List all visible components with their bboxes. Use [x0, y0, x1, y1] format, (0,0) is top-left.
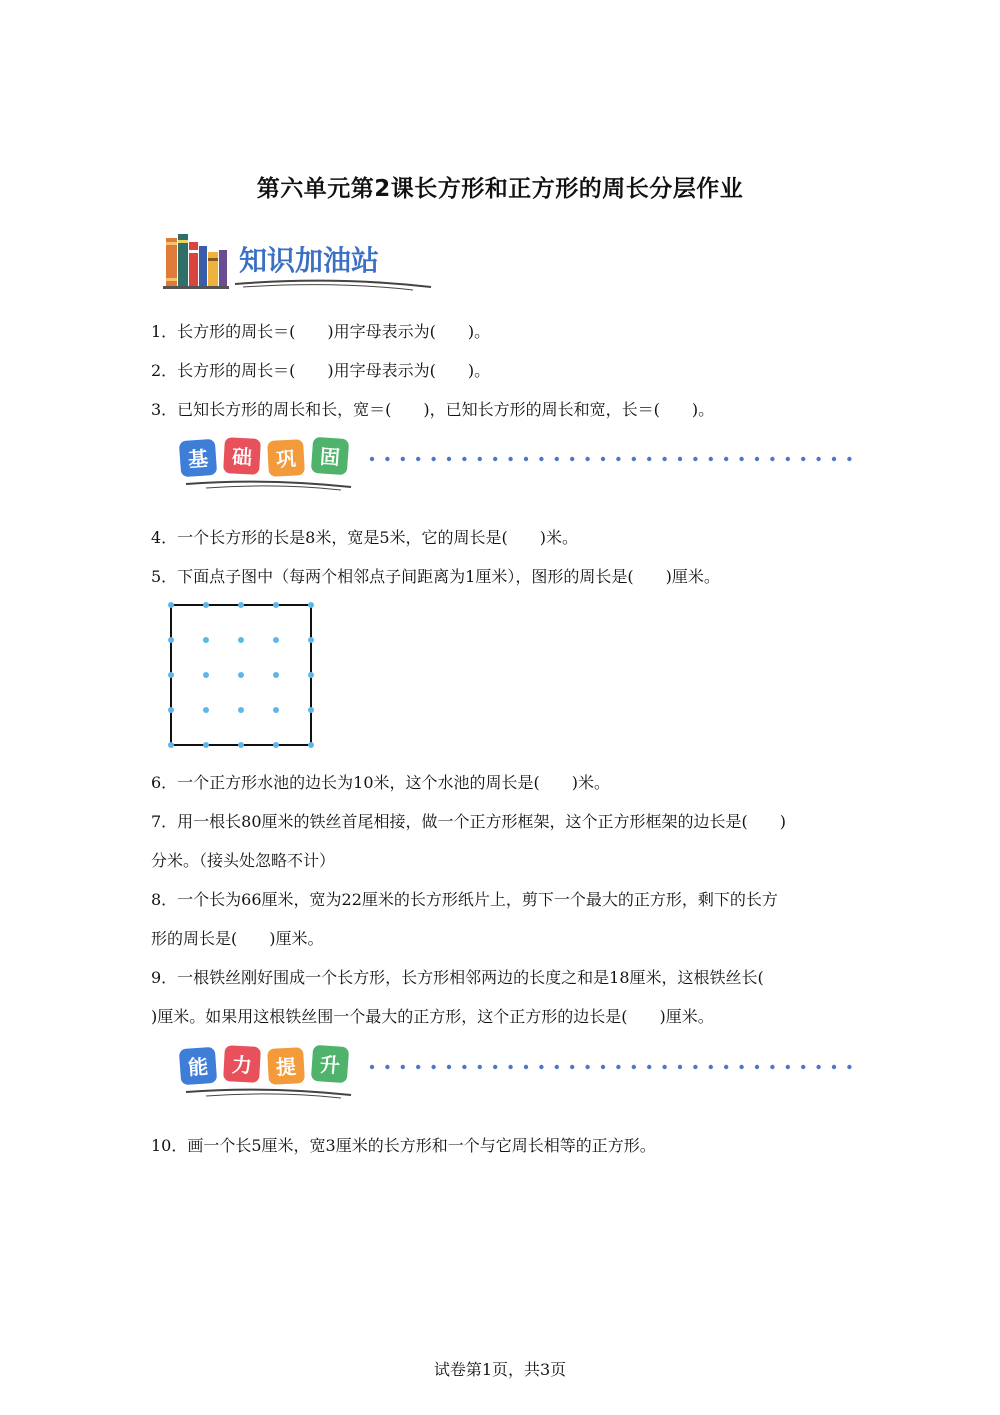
grid-dot: [203, 672, 209, 678]
question-9-line-2: )厘米。如果用这根铁丝围一个最大的正方形，这个正方形的边长是( )厘米。: [151, 1007, 714, 1026]
question-1: 1．长方形的周长＝( )用字母表示为( )。: [151, 322, 491, 341]
question-3: 3．已知长方形的周长和长，宽＝( )，已知长方形的周长和宽，长＝( )。: [151, 400, 715, 419]
grid-dot: [238, 602, 244, 608]
dot-grid-figure: [160, 596, 330, 756]
grid-dot: [238, 742, 244, 748]
grid-dot: [238, 637, 244, 643]
question-8-line-2: 形的周长是( )厘米。: [151, 929, 324, 948]
grid-dot: [273, 742, 279, 748]
svg-text:基: 基: [187, 446, 209, 472]
basic-dotted-line: [370, 457, 852, 461]
grid-dot: [308, 637, 314, 643]
grid-dot: [308, 602, 314, 608]
question-5: 5．下面点子图中（每两个相邻点子间距离为1厘米），图形的周长是( )厘米。: [151, 567, 720, 586]
advanced-dotted-line: [370, 1065, 852, 1069]
svg-text:提: 提: [275, 1054, 297, 1080]
question-6: 6．一个正方形水池的边长为10米，这个水池的周长是( )米。: [151, 773, 611, 792]
grid-dot: [273, 637, 279, 643]
svg-text:础: 础: [231, 444, 253, 470]
grid-dot: [168, 602, 174, 608]
grid-dot: [273, 672, 279, 678]
knowledge-station-label: 知识加油站: [239, 244, 380, 277]
grid-dot: [203, 707, 209, 713]
books-icon: [163, 234, 229, 289]
question-8-line-1: 8．一个长为66厘米，宽为22厘米的长方形纸片上，剪下一个最大的正方形，剩下的长方: [151, 890, 778, 909]
svg-text:固: 固: [319, 444, 341, 470]
question-9-line-1: 9．一根铁丝刚好围成一个长方形，长方形相邻两边的长度之和是18厘米，这根铁丝长(: [151, 968, 764, 987]
basic-consolidation-banner: [176, 432, 876, 492]
grid-dot: [308, 672, 314, 678]
grid-dot: [203, 637, 209, 643]
grid-dot: [168, 672, 174, 678]
grid-dot: [273, 602, 279, 608]
grid-dot: [238, 707, 244, 713]
grid-dot: [308, 742, 314, 748]
question-7-line-2: 分米。（接头处忽略不计）: [151, 851, 336, 870]
grid-dot: [168, 742, 174, 748]
question-7-line-1: 7．用一根长80厘米的铁丝首尾相接，做一个正方形框架，这个正方形框架的边长是( ): [151, 812, 787, 831]
svg-text:巩: 巩: [275, 446, 297, 472]
svg-text:升: 升: [319, 1052, 341, 1078]
grid-dot: [203, 742, 209, 748]
ability-improvement-banner: [176, 1040, 876, 1100]
question-10: 10．画一个长5厘米，宽3厘米的长方形和一个与它周长相等的正方形。: [151, 1136, 656, 1155]
page-title: 第六单元第2课长方形和正方形的周长分层作业: [256, 176, 744, 202]
question-4: 4．一个长方形的长是8米，宽是5米，它的周长是( )米。: [151, 528, 579, 547]
grid-dot: [168, 637, 174, 643]
page-footer: 试卷第1页，共3页: [433, 1360, 567, 1379]
grid-dot: [308, 707, 314, 713]
knowledge-station-banner: [163, 232, 443, 292]
grid-dot: [203, 602, 209, 608]
grid-dot: [168, 707, 174, 713]
grid-dot: [238, 672, 244, 678]
grid-dot: [273, 707, 279, 713]
svg-text:能: 能: [187, 1054, 209, 1080]
svg-text:力: 力: [231, 1052, 253, 1078]
question-2: 2．长方形的周长＝( )用字母表示为( )。: [151, 361, 491, 380]
